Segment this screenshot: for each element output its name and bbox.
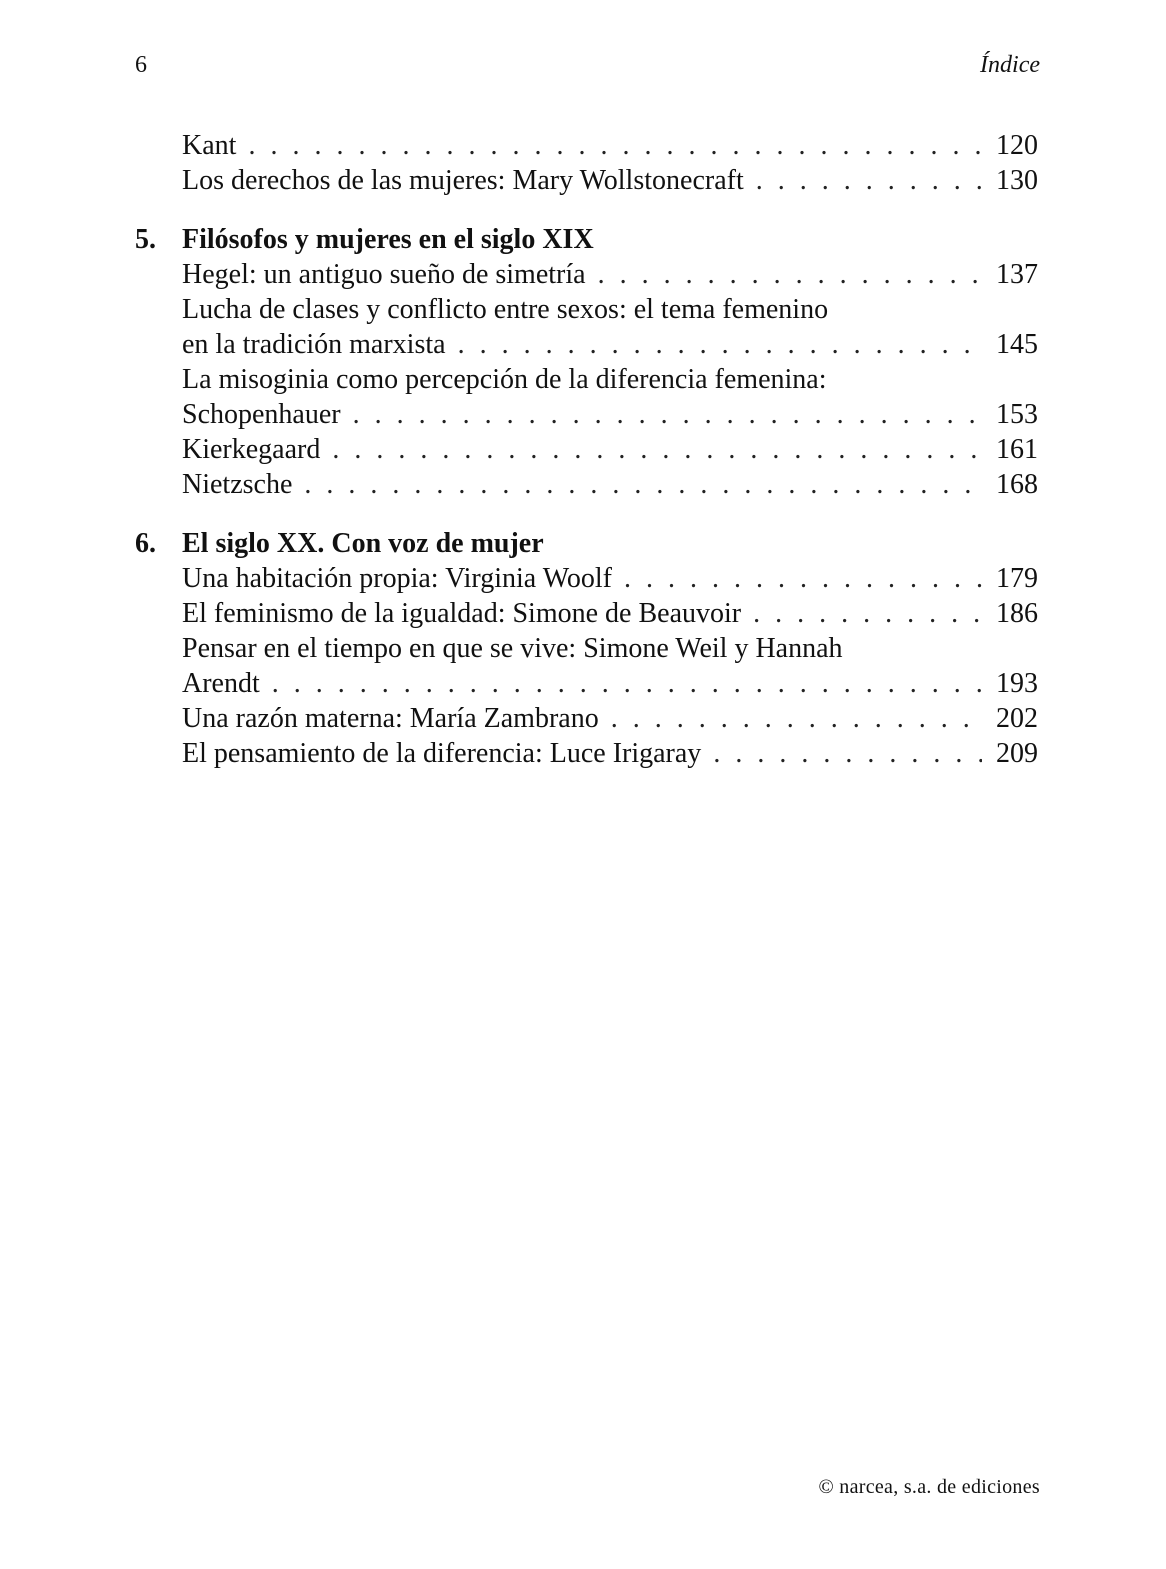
- chapter-number: 6.: [135, 528, 156, 559]
- toc-entry-page: 193: [996, 668, 1038, 699]
- toc-entry-title-line: Schopenhauer: [182, 399, 341, 430]
- toc-entry-page: 153: [996, 399, 1038, 430]
- dot-leader: [713, 736, 982, 771]
- copyright-footer: © narcea, s.a. de ediciones: [818, 1476, 1040, 1498]
- toc-entry: [182, 701, 1038, 736]
- toc-entry: [182, 561, 1038, 596]
- toc-entry: [182, 596, 1038, 631]
- toc-entry-title: Una habitación propia: Virginia Woolf: [182, 563, 612, 594]
- toc-entry: [182, 631, 1038, 701]
- toc-entry-title-line: Lucha de clases y conflicto entre sexos: el tema femenino: [182, 294, 829, 325]
- toc-entry: [182, 432, 1038, 467]
- dot-leader: [248, 128, 982, 163]
- toc-entry-title-line: Arendt: [182, 668, 260, 699]
- toc-entry: [182, 467, 1038, 502]
- chapter-title: El siglo XX. Con voz de mujer: [182, 528, 544, 559]
- toc-entry-title-line: La misoginia como percepción de la diferencia femenina:: [182, 364, 827, 395]
- table-of-contents: [135, 128, 1038, 771]
- dot-leader: [272, 666, 982, 701]
- toc-entry-page: 179: [996, 563, 1038, 594]
- dot-leader: [624, 561, 982, 596]
- toc-entry-title-line: Pensar en el tiempo en que se vive: Simone Weil y Hannah: [182, 633, 843, 664]
- toc-entry-title: Una razón materna: María Zambrano: [182, 703, 599, 734]
- dot-leader: [458, 327, 982, 362]
- chapter-heading: [135, 222, 1038, 257]
- toc-entry-page: 168: [996, 469, 1038, 500]
- toc-entry: [182, 362, 1038, 432]
- toc-entry-title: Nietzsche: [182, 469, 293, 500]
- toc-entry: [182, 736, 1038, 771]
- toc-entry-title-line: en la tradición marxista: [182, 329, 446, 360]
- dot-leader: [756, 163, 982, 198]
- dot-leader: [611, 701, 982, 736]
- chapter-number: 5.: [135, 224, 156, 255]
- toc-entry-page: 120: [996, 130, 1038, 161]
- toc-entry-page: 145: [996, 329, 1038, 360]
- toc-entry-title: Los derechos de las mujeres: Mary Wollstonecraft: [182, 165, 744, 196]
- toc-entry-title: El feminismo de la igualdad: Simone de Beauvoir: [182, 598, 742, 629]
- toc-chapter-5: [135, 222, 1038, 502]
- toc-entry-page: 130: [996, 165, 1038, 196]
- toc-chapter-6: [135, 526, 1038, 771]
- toc-continued-group: [135, 128, 1038, 198]
- toc-entry: [182, 163, 1038, 198]
- chapter-title: Filósofos y mujeres en el siglo XIX: [182, 224, 594, 255]
- section-title: Índice: [980, 52, 1040, 78]
- toc-entry-page: 209: [996, 738, 1038, 769]
- toc-entry-page: 202: [996, 703, 1038, 734]
- dot-leader: [332, 432, 982, 467]
- dot-leader: [353, 397, 982, 432]
- toc-entry-title: El pensamiento de la diferencia: Luce Irigaray: [182, 738, 702, 769]
- toc-entry-title: Hegel: un antiguo sueño de simetría: [182, 259, 586, 290]
- dot-leader: [598, 257, 982, 292]
- toc-entry-title: Kant: [182, 130, 237, 161]
- toc-entry-title: Kierkegaard: [182, 434, 321, 465]
- toc-entry-page: 186: [996, 598, 1038, 629]
- toc-entry-page: 137: [996, 259, 1038, 290]
- page-number: 6: [135, 52, 147, 78]
- toc-entry: [182, 257, 1038, 292]
- toc-entry: [182, 292, 1038, 362]
- running-header: [135, 52, 1040, 86]
- dot-leader: [304, 467, 982, 502]
- chapter-heading: [135, 526, 1038, 561]
- toc-entry: [182, 128, 1038, 163]
- toc-entry-page: 161: [996, 434, 1038, 465]
- dot-leader: [753, 596, 982, 631]
